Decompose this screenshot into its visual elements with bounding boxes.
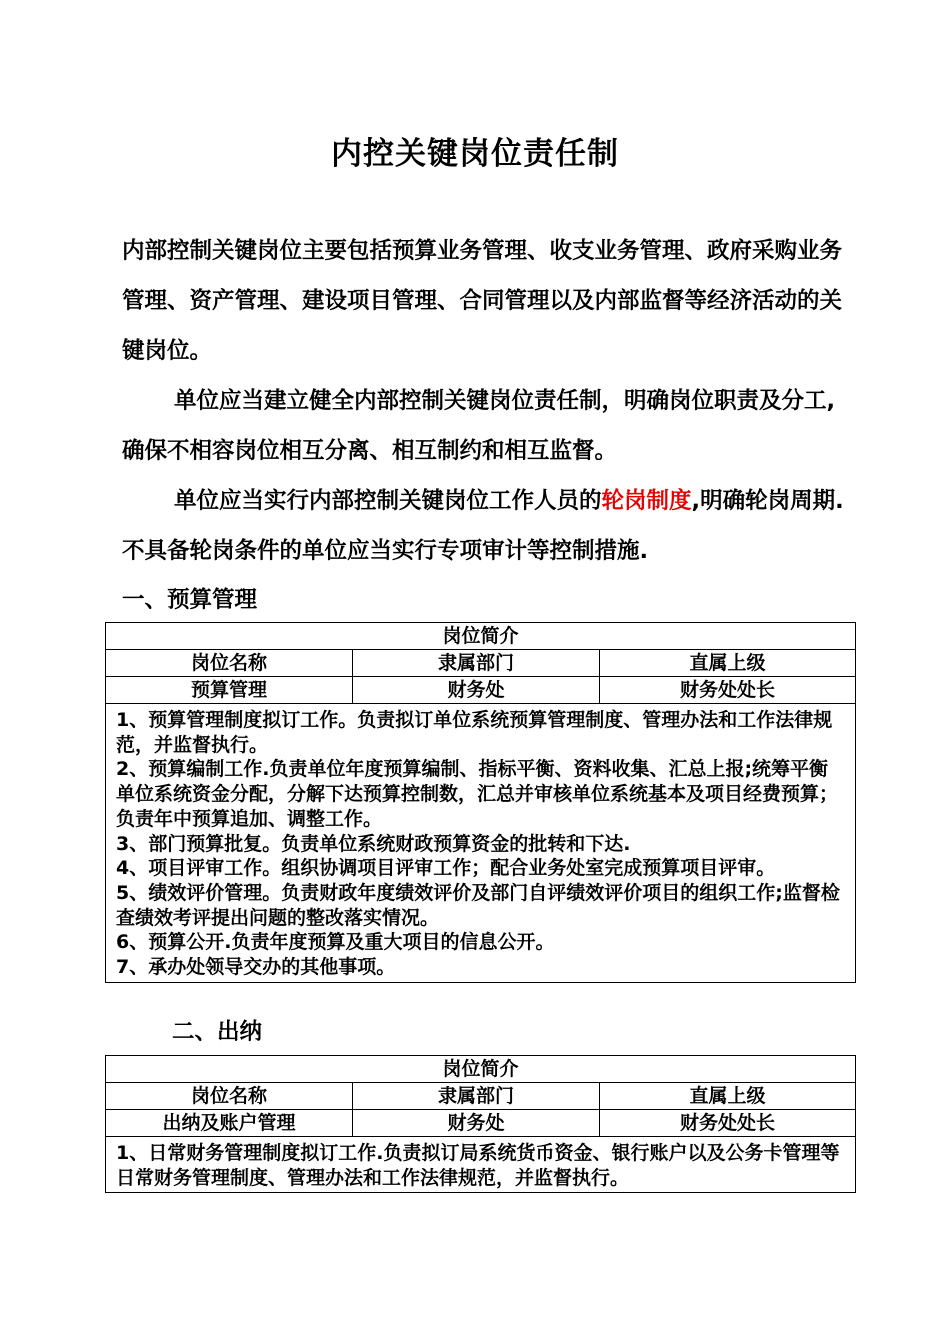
- duty-item: 6、预算公开.负责年度预算及重大项目的信息公开。: [116, 931, 555, 954]
- post-table-cashier: [105, 1055, 856, 1193]
- duty-item: 3、部门预算批复。负责单位系统财政预算资金的批转和下达.: [116, 832, 631, 855]
- intro-text: [122, 226, 847, 576]
- document-title: 内控关键岗位责任制: [331, 136, 619, 172]
- intro-paragraph-1: 内部控制关键岗位主要包括预算业务管理、收支业务管理、政府采购业务管理、资产管理、建设项目管理、合同管理以及内部监督等经济活动的关键岗位。: [122, 238, 843, 364]
- section-heading-cashier: 二、出纳: [172, 1019, 263, 1045]
- header-supervisor: 直属上级: [600, 650, 856, 677]
- value-supervisor: 财务处处长: [600, 677, 856, 704]
- table-caption: 岗位简介: [106, 623, 856, 650]
- header-department: 隶属部门: [353, 1083, 600, 1110]
- duty-item: 1、日常财务管理制度拟订工作.负责拟订局系统货币资金、银行账户以及公务卡管理等日常财务管理制度、管理办法和工作法律规范，并监督执行。: [116, 1142, 840, 1189]
- value-post-name: 出纳及账户管理: [106, 1110, 353, 1137]
- header-post-name: 岗位名称: [106, 650, 353, 677]
- value-post-name: 预算管理: [106, 677, 353, 704]
- table-caption: 岗位简介: [106, 1056, 856, 1083]
- duty-item: 5、绩效评价管理。负责财政年度绩效评价及部门自评绩效评价项目的组织工作;监督检查绩效考评提出问题的整改落实情况。: [116, 881, 840, 929]
- post-table-budget: [105, 622, 856, 983]
- duty-item: 4、项目评审工作。组织协调项目评审工作；配合业务处室完成预算项目评审。: [116, 857, 776, 880]
- section-heading-budget: 一、预算管理: [122, 587, 258, 613]
- intro-paragraph-3: [122, 476, 847, 576]
- header-post-name: 岗位名称: [106, 1083, 353, 1110]
- intro-paragraph-2: 单位应当建立健全内部控制关键岗位责任制，明确岗位职责及分工,确保不相容岗位相互分离、相互制约和相互监督。: [122, 388, 836, 464]
- duties-cell: [106, 704, 856, 983]
- header-supervisor: 直属上级: [600, 1083, 856, 1110]
- intro-paragraph-3-start: 单位应当实行内部控制关键岗位工作人员的: [174, 488, 602, 514]
- duty-item: 2、预算编制工作.负责单位年度预算编制、指标平衡、资料收集、汇总上报;统筹平衡单位系统资金分配，分解下达预算控制数，汇总并审核单位系统基本及项目经费预算；负责年中预算追加、调整工作。: [116, 758, 839, 830]
- duty-item: 7、承办处领导交办的其他事项。: [116, 956, 396, 979]
- value-supervisor: 财务处处长: [600, 1110, 856, 1137]
- header-department: 隶属部门: [353, 650, 600, 677]
- intro-paragraph-3-end: ,明确轮岗周期.不具备轮岗条件的单位应当实行专项审计等控制措施.: [122, 488, 844, 564]
- value-department: 财务处: [353, 1110, 600, 1137]
- duty-item: 1、预算管理制度拟订工作。负责拟订单位系统预算管理制度、管理办法和工作法律规范，并监督执行。: [116, 709, 833, 756]
- duties-cell: [106, 1137, 856, 1193]
- rotation-system-highlight: 轮岗制度: [601, 488, 692, 514]
- value-department: 财务处: [353, 677, 600, 704]
